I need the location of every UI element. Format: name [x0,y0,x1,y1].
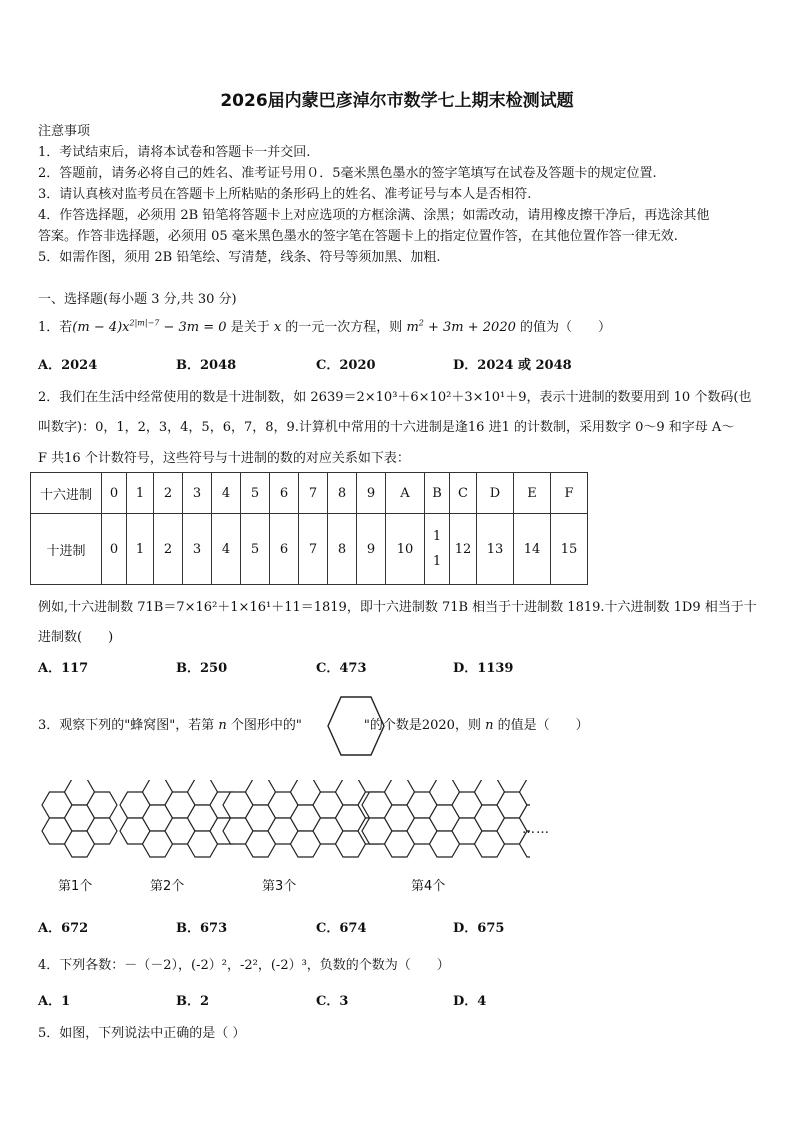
q3-text-b: 个图形中的" [226,718,302,733]
question-4: 4．下列各数：－（－2），(-2）²，-2²，(-2）³，负数的个数为（ ） [38,958,450,973]
honeycomb-figures [30,780,530,880]
table-cell: 9 [357,473,386,514]
q1-expr: (m − 4)x [72,320,130,335]
q1-var: x [273,320,282,335]
table-cell: 4 [212,514,241,585]
q4-option-b: B．2 [176,994,210,1009]
table-cell: 8 [328,514,357,585]
q2-option-d: D．1139 [453,661,514,676]
q3-text-d: 的值是（ ） [493,718,589,733]
question-3 [38,714,589,733]
table-cell [425,514,450,585]
section-heading: 一、选择题(每小题 3 分,共 30 分) [38,292,237,307]
q1-text2: 的一元一次方程，则 [281,320,407,335]
q1-expr2a: m [406,320,419,335]
q1-option-c: C．2020 [316,358,376,373]
question-2-line: 叫数字)：0，1，2，3，4，5，6，7，8，9.计算机中常用的十六进制是逢16 进1 的计数制，采用数字 0～9 和字母 A～ [38,420,735,435]
note-item: 1．考试结束后，请将本试卷和答题卡一并交回. [38,145,311,160]
q3-var2: n [485,718,494,733]
question-1 [38,316,611,335]
q2-option-b: B．250 [176,661,228,676]
table-cell: 6 [270,473,299,514]
table-cell: 14 [514,514,551,585]
figure-label-3: 第3个 [262,879,297,894]
table-cell: 1 [127,473,154,514]
q1-expr2b: + 3m + 2020 [423,320,516,335]
table-header-cell: 十六进制 [31,473,102,514]
table-cell: 9 [357,514,386,585]
q1-mid: − 3m = 0 [159,320,227,335]
q4-option-d: D．4 [453,994,487,1009]
page-title: 2026届内蒙巴彦淖尔市数学七上期末检测试题 [220,91,574,111]
table-cell: E [514,473,551,514]
note-item: 4．作答选择题，必须用 2B 铅笔将答题卡上对应选项的方框涂满、涂黑；如需改动，请用橡皮擦干净后，再选涂其他 [38,208,710,223]
table-cell: 3 [183,473,212,514]
question-2-line: 例如,十六进制数 71B＝7×16²＋1×16¹＋11＝1819，即十六进制数 71B 相当于十进制数 1819.十六进制数 1D9 相当于十 [38,600,757,615]
note-item: 2．答题前，请务必将自己的姓名、准考证号用０．5毫米黑色墨水的签字笔填写在试卷及答题卡的规定位置. [38,166,657,181]
table-row [31,514,588,585]
note-item: 答案。作答非选择题，必须用 05 毫米黑色墨水的签字笔在答题卡上的指定位置作答，在其他位置作答一律无效. [38,229,678,244]
hex-decimal-table [30,472,588,585]
q1-text3: 的值为（ ） [515,320,611,335]
q4-option-c: C．3 [316,994,349,1009]
table-cell: B [425,473,450,514]
table-cell: 10 [386,514,425,585]
table-cell: 6 [270,514,299,585]
table-header-cell: 十进制 [31,514,102,585]
q2-option-c: C．473 [316,661,367,676]
figure-ellipsis: …… [522,822,550,837]
table-cell-line: 1 [432,529,442,544]
table-cell: 0 [102,514,127,585]
table-cell: D [477,473,514,514]
q1-option-d: D．2024 或 2048 [453,358,572,373]
figure-label-1: 第1个 [58,879,93,894]
table-row [31,473,588,514]
q1-option-b: B．2048 [176,358,237,373]
table-cell: 4 [212,473,241,514]
table-cell: 0 [102,473,127,514]
q3-option-c: C．674 [316,921,367,936]
notes-heading: 注意事项 [38,124,91,139]
table-cell: 5 [241,514,270,585]
q1-prefix: 1．若 [38,320,73,335]
q3-option-a: A．672 [38,921,89,936]
table-cell: 7 [299,514,328,585]
q1-expr2sup: 2 [418,318,424,328]
q4-option-a: A．1 [38,994,71,1009]
q2-option-a: A．117 [38,661,89,676]
table-cell: F [551,473,588,514]
question-2-line: 2．我们在生活中经常使用的数是十进制数，如 2639＝2×10³＋6×10²＋3×10¹＋9，表示十进制的数要用到 10 个数码(也 [38,390,752,405]
q3-text-c: "的个数是2020，则 [363,718,486,733]
table-cell: 2 [154,514,183,585]
table-cell: 7 [299,473,328,514]
q1-exp: 2|m|−7 [129,318,160,328]
q1-text1: 是关于 [226,320,274,335]
figure-label-4: 第4个 [411,879,446,894]
table-cell: 1 [127,514,154,585]
q1-option-a: A．2024 [38,358,98,373]
table-cell: 3 [183,514,212,585]
q3-text-a: 3．观察下列的"蜂窝图"，若第 [38,718,219,733]
note-item: 3．请认真核对监考员在答题卡上所粘贴的条形码上的姓名、准考证号与本人是否相符. [38,187,532,202]
table-cell: A [386,473,425,514]
note-item: 5．如需作图，须用 2B 铅笔绘、写清楚，线条、符号等须加黑、加粗. [38,250,441,265]
table-cell: C [450,473,477,514]
table-cell: 2 [154,473,183,514]
question-2-line: 进制数( ) [38,630,114,645]
question-2-line: F 共16 个计数符号，这些符号与十进制的数的对应关系如下表： [38,451,410,466]
hexagon-icon [325,694,387,758]
table-cell: 8 [328,473,357,514]
table-cell-line: 1 [432,554,442,569]
table-cell: 5 [241,473,270,514]
table-cell: 13 [477,514,514,585]
question-5: 5．如图，下列说法中正确的是（ ） [38,1026,246,1041]
table-cell: 12 [450,514,477,585]
table-cell: 15 [551,514,588,585]
figure-label-2: 第2个 [150,879,185,894]
q3-var: n [218,718,227,733]
q3-option-d: D．675 [453,921,505,936]
q3-option-b: B．673 [176,921,228,936]
